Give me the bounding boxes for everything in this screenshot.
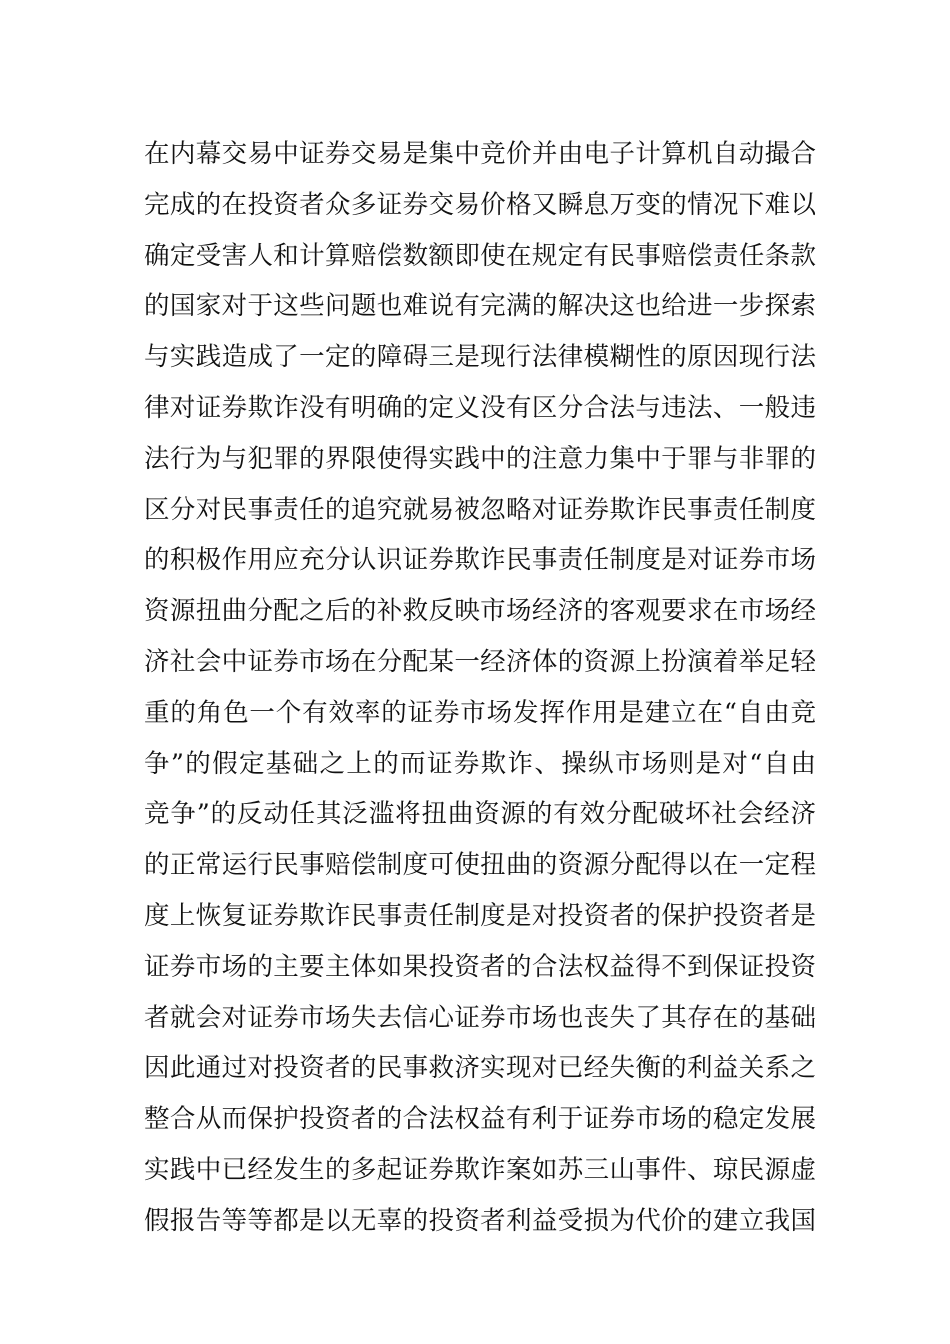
text-line: 重的角色一个有效率的证券市场发挥作用是建立在“自由竞 — [144, 697, 816, 728]
text-line: 的正常运行民事赔偿制度可使扭曲的资源分配得以在一定程 — [144, 850, 816, 881]
text-line: 律对证券欺诈没有明确的定义没有区分合法与违法、一般违 — [144, 392, 816, 423]
text-line: 与实践造成了一定的障碍三是现行法律模糊性的原因现行法 — [144, 342, 816, 373]
text-line: 区分对民事责任的追究就易被忽略对证券欺诈民事责任制度 — [144, 494, 816, 525]
text-line: 确定受害人和计算赔偿数额即使在规定有民事赔偿责任条款 — [144, 240, 816, 271]
text-line: 因此通过对投资者的民事救济实现对已经失衡的利益关系之 — [144, 1053, 816, 1084]
text-line: 在内幕交易中证券交易是集中竞价并由电子计算机自动撮合 — [144, 139, 816, 169]
text-line: 法行为与犯罪的界限使得实践中的注意力集中于罪与非罪的 — [144, 443, 816, 474]
body-text — [144, 129, 816, 1247]
text-line: 争”的假定基础之上的而证券欺诈、操纵市场则是对“自由 — [144, 748, 816, 779]
text-line: 竞争”的反动任其泛滥将扭曲资源的有效分配破坏社会经济 — [144, 799, 816, 830]
text-line: 整合从而保护投资者的合法权益有利于证券市场的稳定发展 — [144, 1104, 816, 1135]
text-line: 的国家对于这些问题也难说有完满的解决这也给进一步探索 — [144, 291, 816, 322]
text-line: 济社会中证券市场在分配某一经济体的资源上扮演着举足轻 — [144, 646, 816, 677]
text-line: 资源扭曲分配之后的补救反映市场经济的客观要求在市场经 — [144, 596, 816, 627]
text-line: 假报告等等都是以无辜的投资者利益受损为代价的建立我国 — [144, 1205, 816, 1236]
text-line: 实践中已经发生的多起证券欺诈案如苏三山事件、琼民源虚 — [144, 1154, 816, 1185]
text-line: 证券市场的主要主体如果投资者的合法权益得不到保证投资 — [144, 951, 816, 982]
text-line: 者就会对证券市场失去信心证券市场也丧失了其存在的基础 — [144, 1002, 816, 1033]
text-line: 的积极作用应充分认识证券欺诈民事责任制度是对证券市场 — [144, 545, 816, 576]
text-line: 度上恢复证券欺诈民事责任制度是对投资者的保护投资者是 — [144, 900, 816, 931]
text-line: 完成的在投资者众多证券交易价格又瞬息万变的情况下难以 — [144, 189, 816, 220]
